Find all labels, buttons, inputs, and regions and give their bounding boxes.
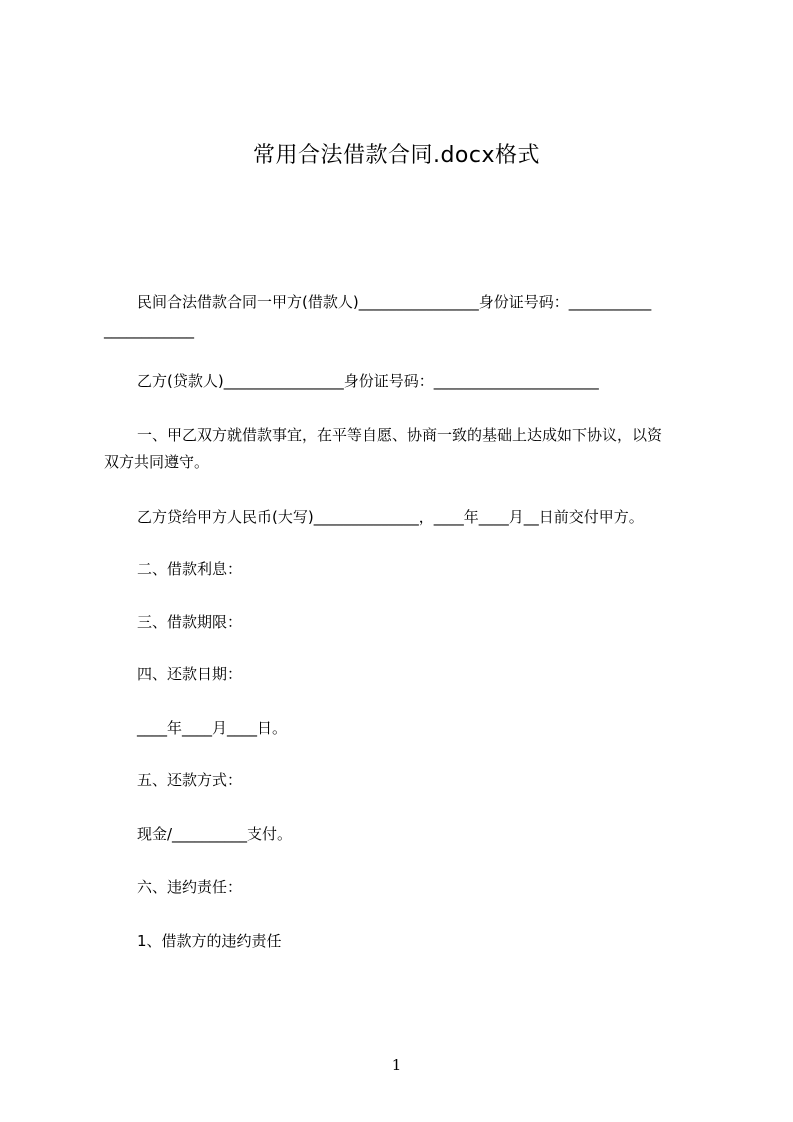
- liability-heading: 六、违约责任：: [137, 878, 243, 896]
- repayment-date-heading: 四、还款日期：: [137, 665, 243, 683]
- document-title: 常用合法借款合同.docx格式: [252, 143, 541, 168]
- party-a-line: 民间合法借款合同一甲方(借款人)________________身份证号码：___________: [137, 293, 652, 311]
- page-number: 1: [391, 1056, 402, 1074]
- term-heading: 三、借款期限：: [137, 613, 243, 631]
- borrower-liability-line: 1、借款方的违约责任: [137, 932, 282, 950]
- loan-amount-line: 乙方贷给甲方人民币(大写)______________，____年____月__日前交付甲方。: [137, 508, 644, 526]
- agreement-clause-1: 一、甲乙双方就借款事宜，在平等自愿、协商一致的基础上达成如下协议，以资: [137, 426, 663, 444]
- party-a-id-continuation: ____________: [104, 321, 194, 339]
- repayment-method-heading: 五、还款方式：: [137, 771, 243, 789]
- agreement-clause-1-continuation: 双方共同遵守。: [104, 453, 210, 471]
- repayment-date-line: ____年____月____日。: [137, 719, 288, 737]
- party-b-line: 乙方(贷款人)________________身份证号码：______________________: [137, 372, 599, 390]
- repayment-method-line: 现金/__________支付。: [137, 825, 293, 843]
- interest-heading: 二、借款利息：: [137, 560, 243, 578]
